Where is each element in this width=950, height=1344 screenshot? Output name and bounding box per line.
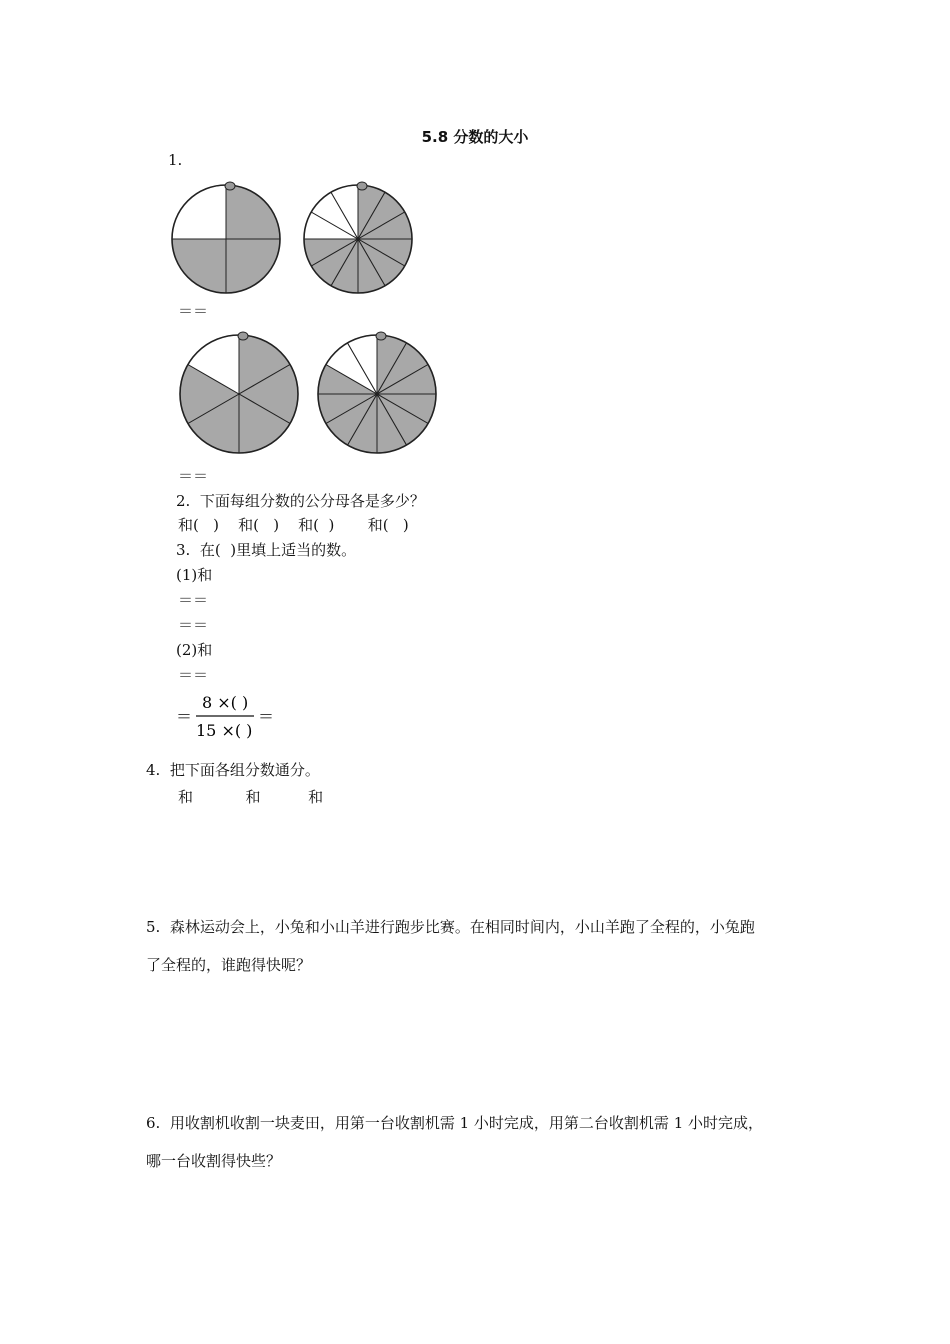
q3-part2-eq1: ＝＝ [178, 666, 209, 684]
pie-chart-3 [174, 323, 304, 457]
q6-line-2: 哪一台收割得快些？ [146, 1152, 282, 1170]
q3-part2: (2)和 [176, 641, 213, 659]
q2-text: 2. 下面每组分数的公分母各是多少？ [176, 492, 425, 510]
q4-text: 4. 把下面各组分数通分。 [146, 761, 320, 779]
pie-top-marker [357, 182, 367, 190]
fraction-expression [176, 690, 296, 742]
q4-pairs: 和 和 和 [178, 788, 324, 806]
q1-equation-1: ＝＝ [178, 302, 209, 320]
pie-chart-4 [312, 323, 442, 457]
fraction-eq-left: ＝ [176, 707, 193, 726]
q3-part1-eq2: ＝＝ [178, 616, 209, 634]
q3-part1: (1)和 [176, 566, 213, 584]
fraction-eq-right: ＝ [258, 707, 275, 726]
q6-line-1: 6. 用收割机收割一块麦田，用第一台收割机需 1 小时完成，用第二台收割机需 1 小时完成， [146, 1114, 764, 1132]
fraction-numerator: 8 ×( ) [202, 693, 249, 712]
pie-top-marker [225, 182, 235, 190]
pie-top-marker [376, 332, 386, 340]
q3-text: 3. 在( )里填上适当的数。 [176, 541, 357, 559]
q2-pairs: 和( ) 和( ) 和( ) 和( ) [178, 516, 409, 534]
q5-line-2: 了全程的，谁跑得快呢？ [146, 956, 312, 974]
pie-chart-1 [166, 173, 286, 297]
q1-equation-2: ＝＝ [178, 467, 209, 485]
q5-line-1: 5. 森林运动会上，小兔和小山羊进行跑步比赛。在相同时间内，小山羊跑了全程的，小兔跑 [146, 918, 755, 936]
q1-number: 1. [168, 151, 183, 169]
pie-top-marker [238, 332, 248, 340]
fraction-denominator: 15 ×( ) [196, 721, 253, 740]
q3-part1-eq1: ＝＝ [178, 591, 209, 609]
page-title: 5.8 分数的大小 [421, 128, 529, 146]
pie-chart-2 [298, 173, 418, 297]
